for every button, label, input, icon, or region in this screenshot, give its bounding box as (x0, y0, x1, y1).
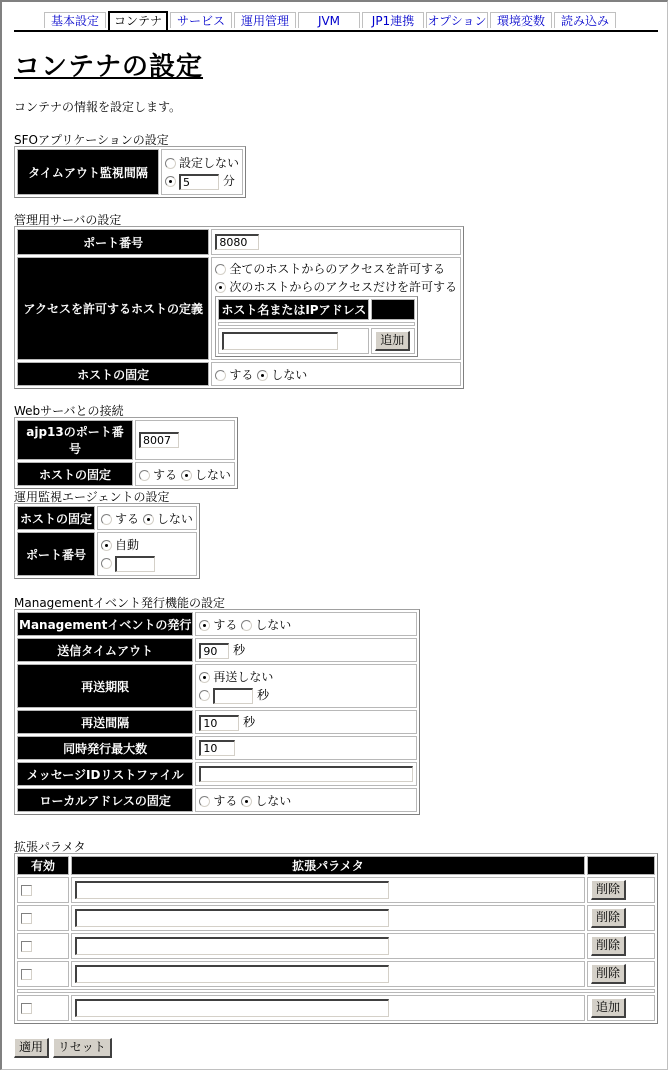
mgmt-fix-yes-radio[interactable] (215, 370, 226, 381)
mevent-interval-label: 再送間隔 (17, 710, 193, 734)
ext-enabled-checkbox[interactable] (21, 913, 32, 924)
mevent-local-no-label: しない (255, 793, 292, 808)
section-title-agent: 運用監視エージェントの設定 (14, 490, 170, 504)
ext-param-input[interactable] (75, 999, 389, 1017)
timeout-label: タイムアウト監視間隔 (17, 149, 159, 195)
port-label: ポート番号 (17, 229, 209, 255)
agent-fix-host-label: ホストの固定 (17, 506, 95, 530)
mevent-max-input[interactable] (199, 740, 235, 756)
mevent-resend-unit: 秒 (257, 688, 270, 702)
sfo-timeout-input[interactable] (179, 174, 219, 190)
mevent-issue-yes-radio[interactable] (199, 620, 210, 631)
ajp-port-label: ajp13のポート番号 (17, 420, 133, 460)
tabs (44, 12, 618, 31)
tab-5[interactable]: JP1連携 (362, 12, 424, 28)
footer-buttons (14, 1038, 112, 1058)
mevent-max-label: 同時発行最大数 (17, 736, 193, 760)
host-list-empty (218, 322, 415, 326)
ext-col-action (587, 856, 655, 875)
ext-enabled-checkbox[interactable] (21, 1003, 32, 1014)
mevent-resend-none-radio[interactable] (199, 672, 210, 683)
section-title-mevent: Managementイベント発行機能の設定 (14, 596, 226, 610)
section-title-ext: 拡張パラメタ (14, 840, 86, 854)
ext-row (17, 933, 655, 959)
mevent-msgid-input[interactable] (199, 766, 413, 782)
ext-delete-button[interactable]: 削除 (591, 964, 626, 984)
host-list-table (215, 296, 418, 357)
ext-delete-button[interactable]: 削除 (591, 908, 626, 928)
sfo-table (14, 146, 246, 198)
ext-param-input[interactable] (75, 965, 389, 983)
ext-delete-button[interactable]: 削除 (591, 880, 626, 900)
agent-fix-no-label: しない (156, 511, 193, 526)
mevent-issue-no-label: しない (255, 617, 292, 632)
agent-fix-yes-radio[interactable] (101, 514, 112, 525)
agent-port-auto-label: 自動 (115, 538, 140, 552)
tab-3[interactable]: 運用管理 (234, 12, 296, 28)
tab-7[interactable]: 環境変数 (490, 12, 552, 28)
host-add-button[interactable]: 追加 (375, 331, 410, 351)
section-title-web-server: Webサーバとの接続 (14, 404, 124, 418)
tab-2[interactable]: サービス (170, 12, 232, 28)
mevent-timeout-unit: 秒 (233, 643, 246, 658)
host-input[interactable] (222, 332, 338, 350)
mevent-timeout-label: 送信タイムアウト (17, 638, 193, 662)
ext-enabled-checkbox[interactable] (21, 885, 32, 896)
ext-delete-button[interactable]: 削除 (591, 936, 626, 956)
ext-param-input[interactable] (75, 881, 389, 899)
web-fix-no-label: しない (194, 467, 231, 482)
mevent-resend-value-radio[interactable] (199, 690, 210, 701)
mgmt-fix-no-radio[interactable] (257, 370, 268, 381)
apply-button[interactable]: 適用 (14, 1038, 49, 1058)
ext-add-button[interactable]: 追加 (591, 998, 626, 1018)
agent-fix-no-radio[interactable] (143, 514, 154, 525)
agent-port-label: ポート番号 (17, 532, 95, 576)
section-title-mgmt-server: 管理用サーバの設定 (14, 213, 122, 227)
web-fix-yes-label: する (153, 467, 178, 482)
tab-8[interactable]: 読み込み (554, 12, 616, 28)
section-title-sfo: SFOアプリケーションの設定 (14, 133, 169, 147)
web-server-table (14, 417, 238, 489)
web-fix-yes-radio[interactable] (139, 470, 150, 481)
access-all-label: 全てのホストからのアクセスを許可する (229, 262, 445, 276)
mevent-interval-input[interactable] (199, 715, 239, 731)
reset-button[interactable]: リセット (53, 1038, 112, 1058)
host-action-header (371, 299, 415, 320)
mevent-resend-input[interactable] (213, 688, 253, 704)
mgmt-fix-no-label: しない (271, 367, 308, 382)
mevent-local-yes-label: する (213, 793, 238, 808)
mevent-interval-unit: 秒 (243, 715, 256, 730)
mevent-local-yes-radio[interactable] (199, 796, 210, 807)
sfo-value-radio[interactable] (165, 176, 176, 187)
access-hosts-label: アクセスを許可するホストの定義 (17, 257, 209, 360)
mevent-local-label: ローカルアドレスの固定 (17, 788, 193, 812)
mevent-issue-yes-label: する (213, 617, 238, 632)
ext-separator (17, 989, 655, 993)
mgmt-port-input[interactable] (215, 234, 259, 250)
agent-port-auto-radio[interactable] (101, 540, 112, 551)
agent-fix-yes-label: する (115, 511, 140, 526)
mevent-local-no-radio[interactable] (241, 796, 252, 807)
page-title: コンテナの設定 (14, 52, 204, 82)
tab-6[interactable]: オプション (427, 14, 487, 28)
sfo-none-label: 設定しない (179, 156, 240, 170)
ext-enabled-checkbox[interactable] (21, 941, 32, 952)
mevent-issue-label: Managementイベントの発行 (17, 612, 193, 636)
tab-0[interactable]: 基本設定 (44, 12, 106, 28)
mevent-msgid-label: メッセージIDリストファイル (17, 762, 193, 786)
ext-new-row (17, 995, 655, 1021)
mgmt-server-table (14, 226, 464, 389)
sfo-none-radio[interactable] (165, 158, 176, 169)
mgmt-fix-yes-label: する (229, 367, 254, 382)
mevent-table (14, 609, 420, 815)
ext-row (17, 905, 655, 931)
ext-param-input[interactable] (75, 937, 389, 955)
ajp-port-input[interactable] (139, 432, 179, 448)
ext-param-table (14, 853, 658, 1024)
ext-param-input[interactable] (75, 909, 389, 927)
web-fix-host-label: ホストの固定 (17, 462, 133, 486)
web-fix-no-radio[interactable] (181, 470, 192, 481)
page-description: コンテナの情報を設定します。 (14, 100, 182, 114)
host-column-header: ホスト名またはIPアドレス (218, 299, 369, 320)
access-listed-radio[interactable] (215, 282, 226, 293)
tab-4[interactable]: JVM (298, 12, 360, 28)
agent-port-manual-radio[interactable] (101, 558, 112, 569)
access-all-radio[interactable] (215, 264, 226, 275)
ext-enabled-checkbox[interactable] (21, 969, 32, 980)
sfo-unit: 分 (222, 174, 235, 188)
tab-bar (14, 12, 658, 32)
ext-col-param: 拡張パラメタ (71, 856, 585, 875)
agent-port-input[interactable] (115, 556, 155, 572)
tab-1[interactable]: コンテナ (108, 11, 168, 30)
mevent-issue-no-radio[interactable] (241, 620, 252, 631)
ext-col-enabled: 有効 (17, 856, 69, 875)
ext-row (17, 961, 655, 987)
mevent-resend-none-label: 再送しない (213, 670, 274, 684)
mevent-resend-label: 再送期限 (17, 664, 193, 708)
mevent-timeout-input[interactable] (199, 643, 229, 659)
ext-row (17, 877, 655, 903)
agent-table (14, 503, 200, 579)
fix-host-label: ホストの固定 (17, 362, 209, 386)
access-listed-label: 次のホストからのアクセスだけを許可する (229, 280, 457, 294)
